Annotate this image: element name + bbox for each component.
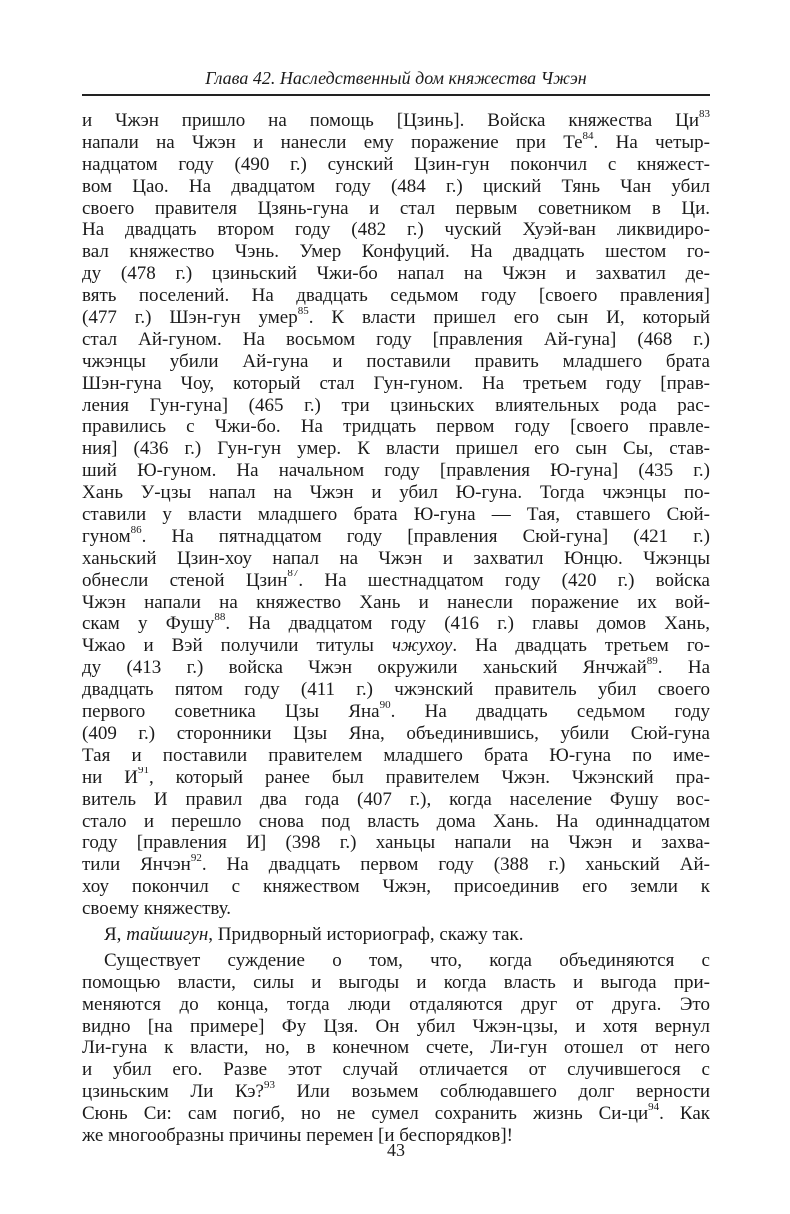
text-run: , Придворный историограф, скажу так. (208, 923, 524, 945)
text-run: . На двадцать первом году (388 г.) ханьский Ай- (201, 854, 710, 876)
text-line (82, 679, 710, 701)
text-line (82, 570, 710, 592)
italic-term: тайшигун (126, 923, 209, 945)
text-run: . Как (659, 1103, 710, 1125)
text-run: надцатом году (490 г.) сунский Цзин-гун покончил с княжест- (82, 153, 710, 175)
text-run: Чжэн напали на княжество Хань и нанесли поражение их вой- (82, 591, 710, 613)
text-run: . К власти пришел его сын И, который (308, 307, 710, 329)
body-text (82, 110, 710, 1147)
text-run: своего правителя Цзянь-гуна и стал первым советником в Ци. (82, 197, 710, 219)
text-line (82, 811, 710, 833)
text-line (82, 307, 710, 329)
text-line (82, 526, 710, 548)
text-line (82, 854, 710, 876)
text-run: Существует суждение о том, что, когда объединяются с (104, 949, 710, 971)
text-line (82, 110, 710, 132)
paragraph (82, 110, 710, 920)
text-line (82, 767, 710, 789)
text-run: ния] (436 г.) Гун-гун умер. К власти пришел его сын Сы, став- (82, 438, 710, 460)
text-line (82, 701, 710, 723)
text-run: вом Цао. На двадцатом году (484 г.) циский Тянь Чан убил (82, 175, 710, 197)
paragraph (82, 950, 710, 1147)
text-run: Ли-гуна к власти, но, в конечном счете, Ли-гун отошел от него (82, 1037, 710, 1059)
text-line (82, 1016, 710, 1038)
text-run: ления Гун-гуна] (465 г.) три цзиньских влиятельных рода рас- (82, 394, 710, 416)
footnote-marker: 88 (214, 613, 226, 624)
text-run: ду (478 г.) цзиньский Чжи-бо напал на Чжэн и захватил де- (82, 263, 710, 285)
text-line (82, 950, 710, 972)
footnote-marker: 83 (699, 110, 710, 120)
text-run: году [правления И] (398 г.) ханьцы напали на Чжэн и захва- (82, 832, 710, 854)
text-run: Хань У-цзы напал на Чжэн и убил Ю-гуна. Тогда чжэнцы по- (82, 482, 710, 504)
text-line (82, 657, 710, 679)
text-line (82, 723, 710, 745)
footnote-marker: 87 (287, 569, 299, 580)
text-line (82, 1081, 710, 1103)
text-line (82, 548, 710, 570)
text-line (82, 1059, 710, 1081)
text-line (82, 351, 710, 373)
text-run: своему княжеству. (82, 898, 232, 920)
text-line (82, 1103, 710, 1125)
text-run: Шэн-гуна Чоу, который стал Гун-гуном. На третьем году [прав- (82, 372, 710, 394)
text-line (82, 154, 710, 176)
text-run: скам у Фушу (82, 613, 215, 635)
text-run: стало и перешло снова под власть дома Хань. На одиннадцатом (82, 810, 710, 832)
footnote-marker: 86 (130, 525, 142, 536)
text-run: Сюнь Си: сам погиб, но не сумел сохранить жизнь Си-ци (82, 1103, 649, 1125)
text-line (82, 898, 710, 920)
text-line (82, 994, 710, 1016)
text-run: витель И правил два года (407 г.), когда население Фушу вос- (82, 788, 710, 810)
text-run: . На двадцать седьмом году (390, 701, 710, 723)
text-line (82, 285, 710, 307)
text-line (82, 745, 710, 767)
text-line (82, 832, 710, 854)
footnote-marker: 91 (137, 766, 149, 777)
text-run: вал княжество Чэнь. Умер Конфуций. На двадцать шестом го- (82, 241, 710, 263)
text-line (82, 592, 710, 614)
text-line (82, 876, 710, 898)
text-run: . На двадцать третьем го- (452, 635, 710, 657)
footnote-marker: 92 (190, 854, 202, 864)
text-line (82, 241, 710, 263)
text-line (82, 438, 710, 460)
footnote-marker: 84 (582, 131, 594, 142)
text-run: гуном (82, 525, 131, 547)
text-line (82, 176, 710, 198)
text-line (82, 613, 710, 635)
text-line (82, 329, 710, 351)
text-line (82, 219, 710, 241)
text-line (82, 789, 710, 811)
text-line (82, 416, 710, 438)
text-line (82, 924, 710, 946)
text-run: правились с Чжи-бо. На тридцать первом году [своего правле- (82, 416, 710, 438)
text-run: меняются до конца, тогда люди отдаляются друг от друга. Это (82, 993, 710, 1015)
text-run: помощью власти, силы и выгоды и когда власть и выгода при- (82, 971, 710, 993)
text-line (82, 263, 710, 285)
footnote-marker: 90 (379, 701, 391, 711)
text-line (82, 482, 710, 504)
text-run: . На двадцатом году (416 г.) главы домов Хань, (225, 613, 710, 635)
italic-term: чжухоу (391, 635, 453, 657)
text-line (82, 395, 710, 417)
text-line (82, 972, 710, 994)
text-run: видно [на примере] Фу Цзя. Он убил Чжэн-цзы, и хотя вернул (82, 1015, 710, 1037)
text-line (82, 132, 710, 154)
text-run: , который ранее был правителем Чжэн. Чжэнский пра- (148, 766, 710, 788)
text-run: На двадцать втором году (482 г.) чуский Хуэй-ван ликвидиро- (82, 219, 710, 241)
text-line (82, 460, 710, 482)
footnote-marker: 89 (646, 657, 658, 667)
text-run: чжэнцы убили Ай-гуна и поставили править младшего брата (82, 350, 710, 372)
text-run: же многообразны причины перемен [и беспорядков]! (82, 1124, 513, 1146)
text-run: . На шестнадцатом году (420 г.) войска (298, 569, 710, 591)
text-run: (477 г.) Шэн-гун умер (82, 307, 298, 329)
text-run: ду (413 г.) войска Чжэн окружили ханьский Янчжай (82, 657, 647, 679)
text-run: . На (657, 657, 710, 679)
text-run: и Чжэн пришло на помощь [Цзинь]. Войска княжества Ци (82, 110, 699, 131)
text-run: тили Янчэн (82, 854, 191, 876)
text-run: Я, (104, 923, 127, 945)
text-line (82, 373, 710, 395)
text-run: первого советника Цзы Яна (82, 701, 380, 723)
paragraph (82, 924, 710, 946)
text-line (82, 504, 710, 526)
header-rule (82, 94, 710, 96)
text-run: ханьский Цзин-хоу напал на Чжэн и захватил Юнцю. Чжэнцы (82, 547, 710, 569)
footnote-marker: 93 (263, 1081, 275, 1091)
text-run: обнесли стеной Цзин (82, 569, 288, 591)
text-run: . На четыр- (593, 131, 710, 153)
text-run: стал Ай-гуном. На восьмом году [правления Ай-гуна] (468 г.) (82, 328, 710, 350)
text-run: ший Ю-гуном. На начальном году [правления Ю-гуна] (435 г.) (82, 460, 710, 482)
text-line (82, 1037, 710, 1059)
text-line (82, 198, 710, 220)
text-run: (409 г.) сторонники Цзы Яна, объединившись, убили Сюй-гуна (82, 722, 710, 744)
text-run: Или возьмем соблюдавшего долг верности (274, 1081, 710, 1103)
text-run: хоу покончил с княжеством Чжэн, присоединив его земли к (82, 876, 710, 898)
text-run: . На пятнадцатом году [правления Сюй-гуна] (421 г.) (141, 525, 710, 547)
footnote-marker: 85 (297, 307, 309, 317)
text-run: ставили у власти младшего брата Ю-гуна — Тая, ставшего Сюй- (82, 504, 710, 526)
text-run: и убил его. Разве этот случай отличается от случившегося с (82, 1059, 710, 1081)
text-run: вять поселений. На двадцать седьмом году [своего правления] (82, 285, 710, 307)
text-run: двадцать пятом году (411 г.) чжэнский правитель убил своего (82, 679, 710, 701)
footnote-marker: 94 (648, 1103, 660, 1113)
text-run: Чжао и Вэй получили титулы (82, 635, 392, 657)
text-run: напали на Чжэн и нанесли ему поражение при Те (82, 131, 583, 153)
text-run: Тая и поставили правителем младшего брата Ю-гуна по име- (82, 744, 710, 766)
running-head: Глава 42. Наследственный дом княжества Чжэн (205, 68, 587, 88)
text-run: цзиньским Ли Кэ? (82, 1081, 264, 1103)
page-number: 43 (387, 1140, 405, 1160)
text-run: ни И (82, 766, 138, 788)
text-line (82, 635, 710, 657)
